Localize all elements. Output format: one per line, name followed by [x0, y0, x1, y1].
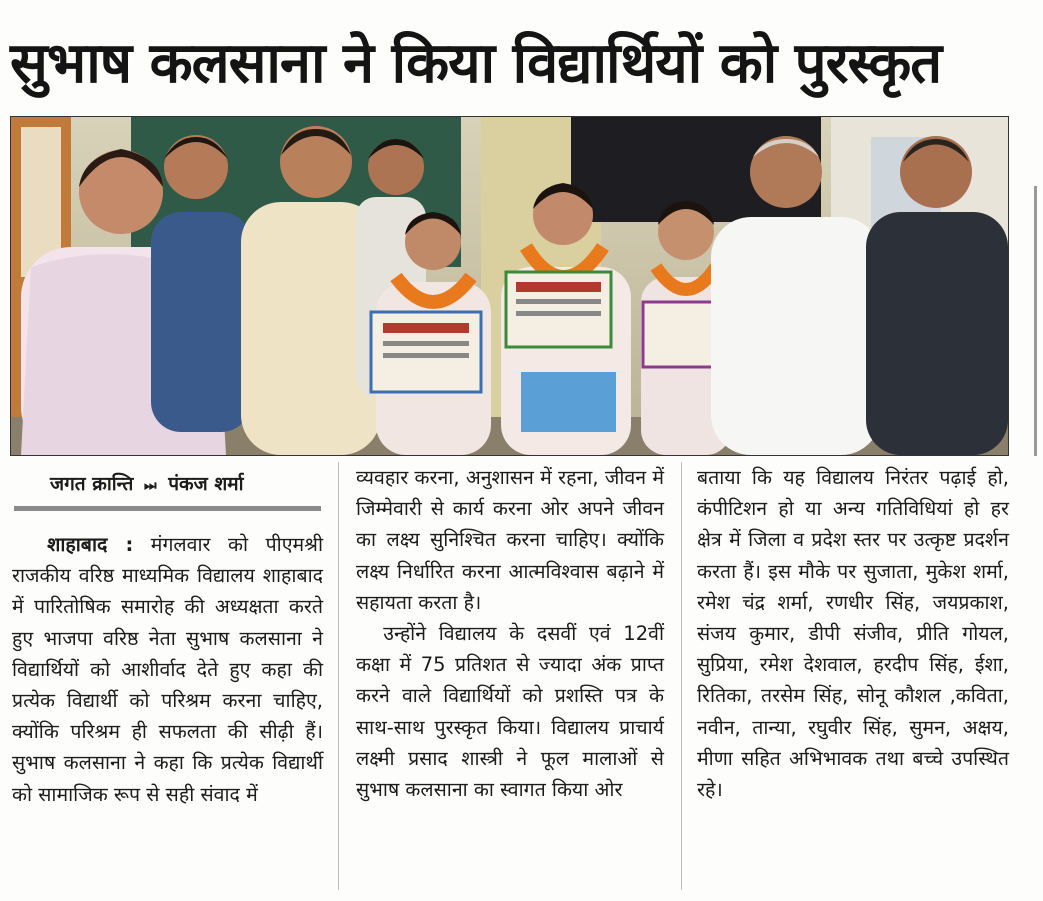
article-column-3	[697, 462, 1009, 805]
column-2-paragraph-2: उन्होंने विद्यालय के दसवीं एवं 12वीं कक्षा में 75 प्रतिशत से ज्यादा अंक प्राप्त करने वाले विद्यार्थियों को प्रशस्ति पत्र के साथ-साथ पुरस्कृत किया। विद्यालय प्राचार्य लक्ष्मी प्रसाद शास्त्री ने फूल मालाओं से सुभाष कलसाना का स्वागत किया ओर	[356, 622, 664, 802]
column-1-body: मंगलवार को पीएमश्री राजकीय वरिष्ठ माध्यमिक विद्यालय शाहाबाद में पारितोषिक समारोह की अध्यक्षता करते हुए भाजपा वरिष्ठ नेता सुभाष कलसाना ने विद्यार्थियों को आशीर्वाद देते हुए कहा की प्रत्येक विद्यार्थी को परिश्रम करना चाहिए, क्योंकि परिश्रम ही सफलता की सीढ़ी हैं। सुभाष कलसाना ने कहा कि प्रत्येक विद्यार्थी को सामाजिक रूप से सही संवाद में	[12, 533, 323, 806]
column-2-paragraph-1: व्यवहार करना, अनुशासन में रहना, जीवन में जिम्मेवारी से कार्य करना ओर अपने जीवन का लक्ष्य सुनिश्चित करना चाहिए। क्योंकि लक्ष्य निर्धारित करना आत्मविश्वास बढ़ाने में सहायता करता है।	[356, 466, 664, 614]
column-divider	[338, 462, 339, 890]
person-principal-face	[750, 136, 822, 208]
fast-forward-icon: ⏭	[143, 478, 154, 494]
person-man-blue-shirt	[151, 212, 251, 432]
article-column-1	[12, 462, 323, 810]
side-rule	[1034, 186, 1037, 456]
person-chief-guest-face	[280, 126, 352, 198]
publication-name: जगत क्रान्ति	[50, 473, 134, 495]
person-man-right-face	[900, 136, 972, 208]
column-1-text	[12, 529, 323, 810]
person-man-blue-face	[164, 135, 228, 199]
column-divider	[681, 462, 682, 890]
byline	[14, 462, 321, 511]
article-column-2	[356, 462, 664, 805]
column-3-text: बताया कि यह विद्यालय निरंतर पढ़ाई हो, कंपीटिशन हो या अन्य गतिविधियां हो हर क्षेत्र में जिला व प्रदेश स्तर पर उत्कृष्ट प्रदर्शन करता हैं। इस मौके पर सुजाता, मुकेश शर्मा, रमेश चंद्र शर्मा, रणधीर सिंह, जयप्रकाश, संजय कुमार, डीपी संजीव, प्रीति गोयल, सुप्रिया, रमेश देशवाल, हरदीप सिंह, ईशा, रितिका, तरसेम सिंह, सोनू कौशल ,कविता, नवीन, तान्या, रघुवीर सिंह, सुमन, अक्षय, मीणा सहित अभिभावक तथा बच्चे उपस्थित रहे।	[697, 466, 1009, 802]
dateline: शाहाबाद :	[47, 533, 134, 556]
author-name: पंकज शर्मा	[168, 473, 244, 495]
headline: सुभाष कलसाना ने किया विद्यार्थियों को पुरस्कृत	[10, 31, 942, 96]
news-photo	[10, 116, 1009, 456]
person-man-right-shirt	[866, 212, 1008, 455]
person-principal-shirt	[711, 217, 881, 455]
news-photo-illustration	[11, 117, 1008, 455]
gift-book	[521, 372, 616, 432]
